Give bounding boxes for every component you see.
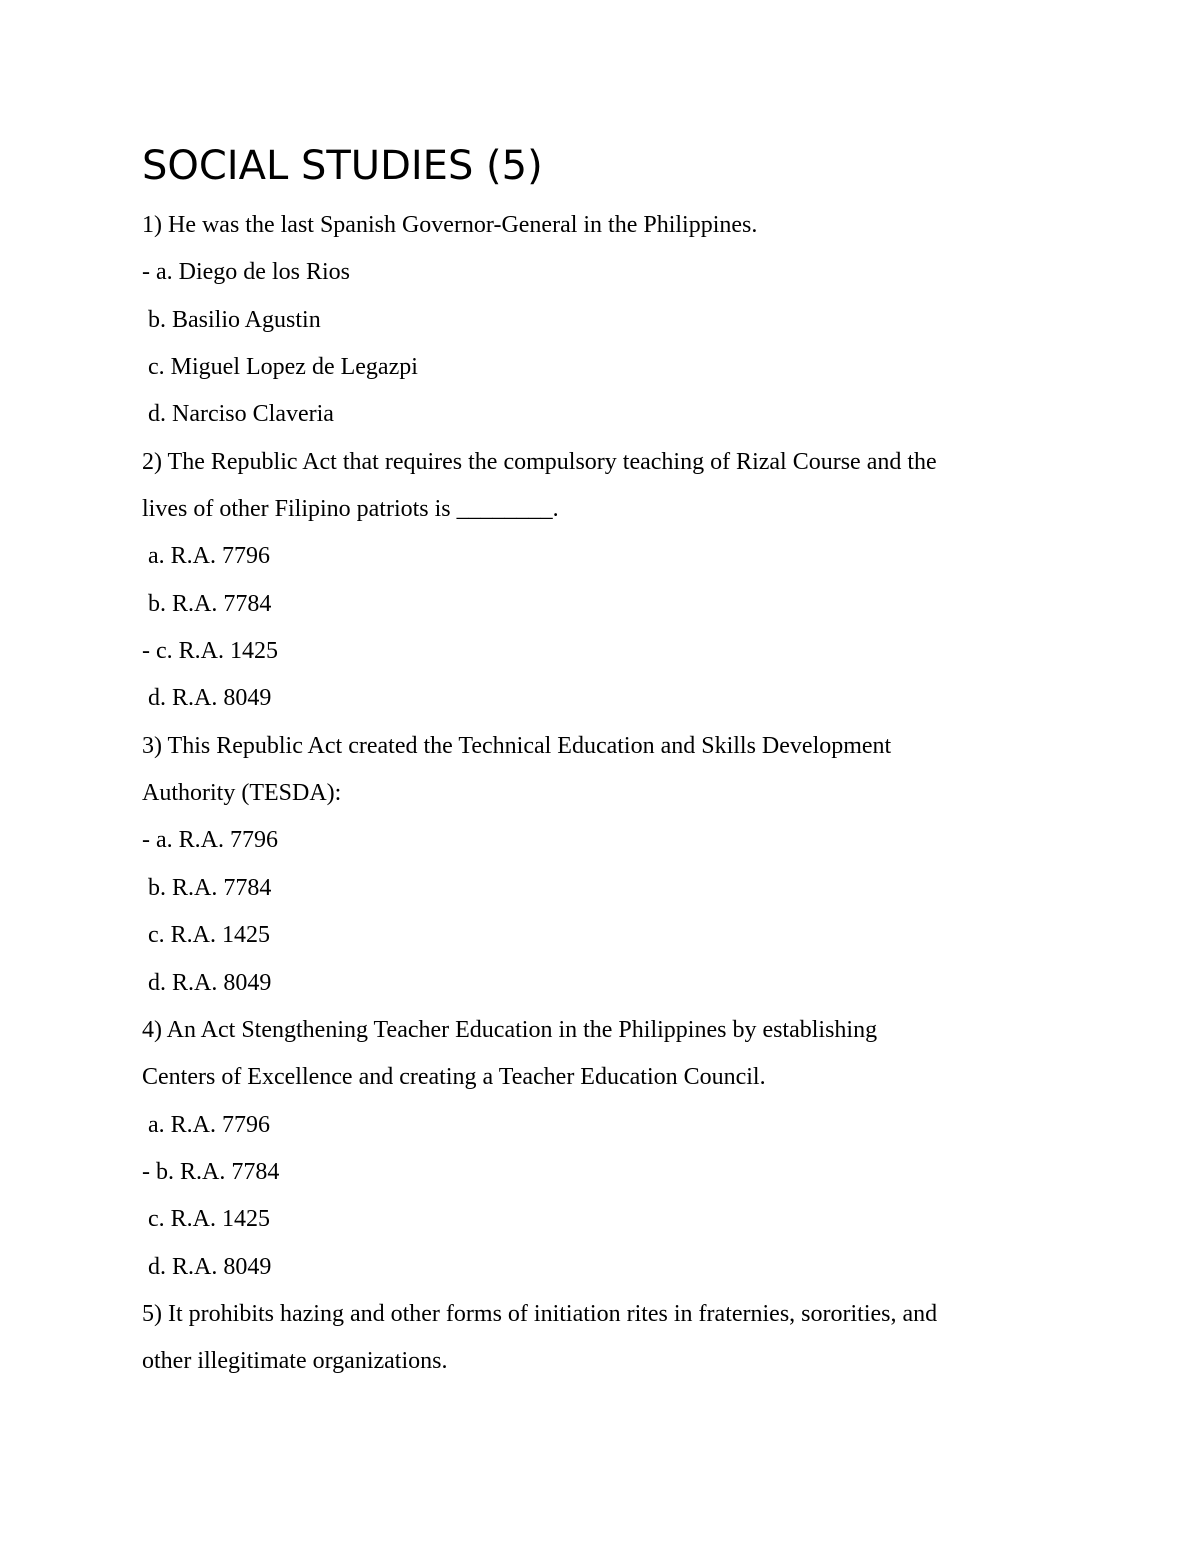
- question-4: [142, 1007, 1072, 1291]
- question-5-text-line-2: other illegitimate organizations.: [142, 1348, 448, 1375]
- question-4-option-a: a. R.A. 7796: [142, 1111, 270, 1138]
- question-3-option-a: - a. R.A. 7796: [142, 827, 278, 854]
- question-1-text: 1) He was the last Spanish Governor-General in the Philippines.: [142, 212, 758, 238]
- question-1: [142, 202, 1072, 439]
- question-4-text-line-2: Centers of Excellence and creating a Teacher Education Council.: [142, 1064, 766, 1091]
- question-1-option-b: b. Basilio Agustin: [142, 306, 321, 333]
- question-3-text-line-2: Authority (TESDA):: [142, 780, 342, 807]
- question-2-option-b: b. R.A. 7784: [142, 590, 272, 617]
- question-2: [142, 439, 1072, 723]
- question-3-option-c: c. R.A. 1425: [142, 922, 270, 949]
- question-4-option-b: - b. R.A. 7784: [142, 1158, 280, 1185]
- page-title: SOCIAL STUDIES (5): [142, 143, 543, 189]
- question-2-text-line-1: 2) The Republic Act that requires the compulsory teaching of Rizal Course and the: [142, 448, 937, 475]
- question-2-option-c: - c. R.A. 1425: [142, 638, 278, 665]
- question-4-option-c: c. R.A. 1425: [142, 1206, 270, 1233]
- question-1-option-a: - a. Diego de los Rios: [142, 259, 350, 286]
- question-3-option-d: d. R.A. 8049: [142, 969, 272, 996]
- question-3-option-b: b. R.A. 7784: [142, 874, 272, 901]
- question-2-option-a: a. R.A. 7796: [142, 543, 270, 570]
- question-2-option-d: d. R.A. 8049: [142, 685, 272, 712]
- question-2-text-line-2: lives of other Filipino patriots is ________.: [142, 496, 559, 523]
- question-list: [142, 202, 1072, 1386]
- question-5-text-line-1: 5) It prohibits hazing and other forms of initiation rites in fraternies, sororities, and: [142, 1300, 938, 1327]
- question-1-option-c: c. Miguel Lopez de Legazpi: [142, 354, 418, 381]
- question-5: [142, 1291, 1072, 1386]
- question-1-option-d: d. Narciso Claveria: [142, 401, 334, 428]
- question-3-text-line-1: 3) This Republic Act created the Technical Education and Skills Development: [142, 732, 892, 759]
- question-4-text-line-1: 4) An Act Stengthening Teacher Education in the Philippines by establishing: [142, 1016, 878, 1043]
- question-4-option-d: d. R.A. 8049: [142, 1253, 272, 1280]
- question-3: [142, 723, 1072, 1007]
